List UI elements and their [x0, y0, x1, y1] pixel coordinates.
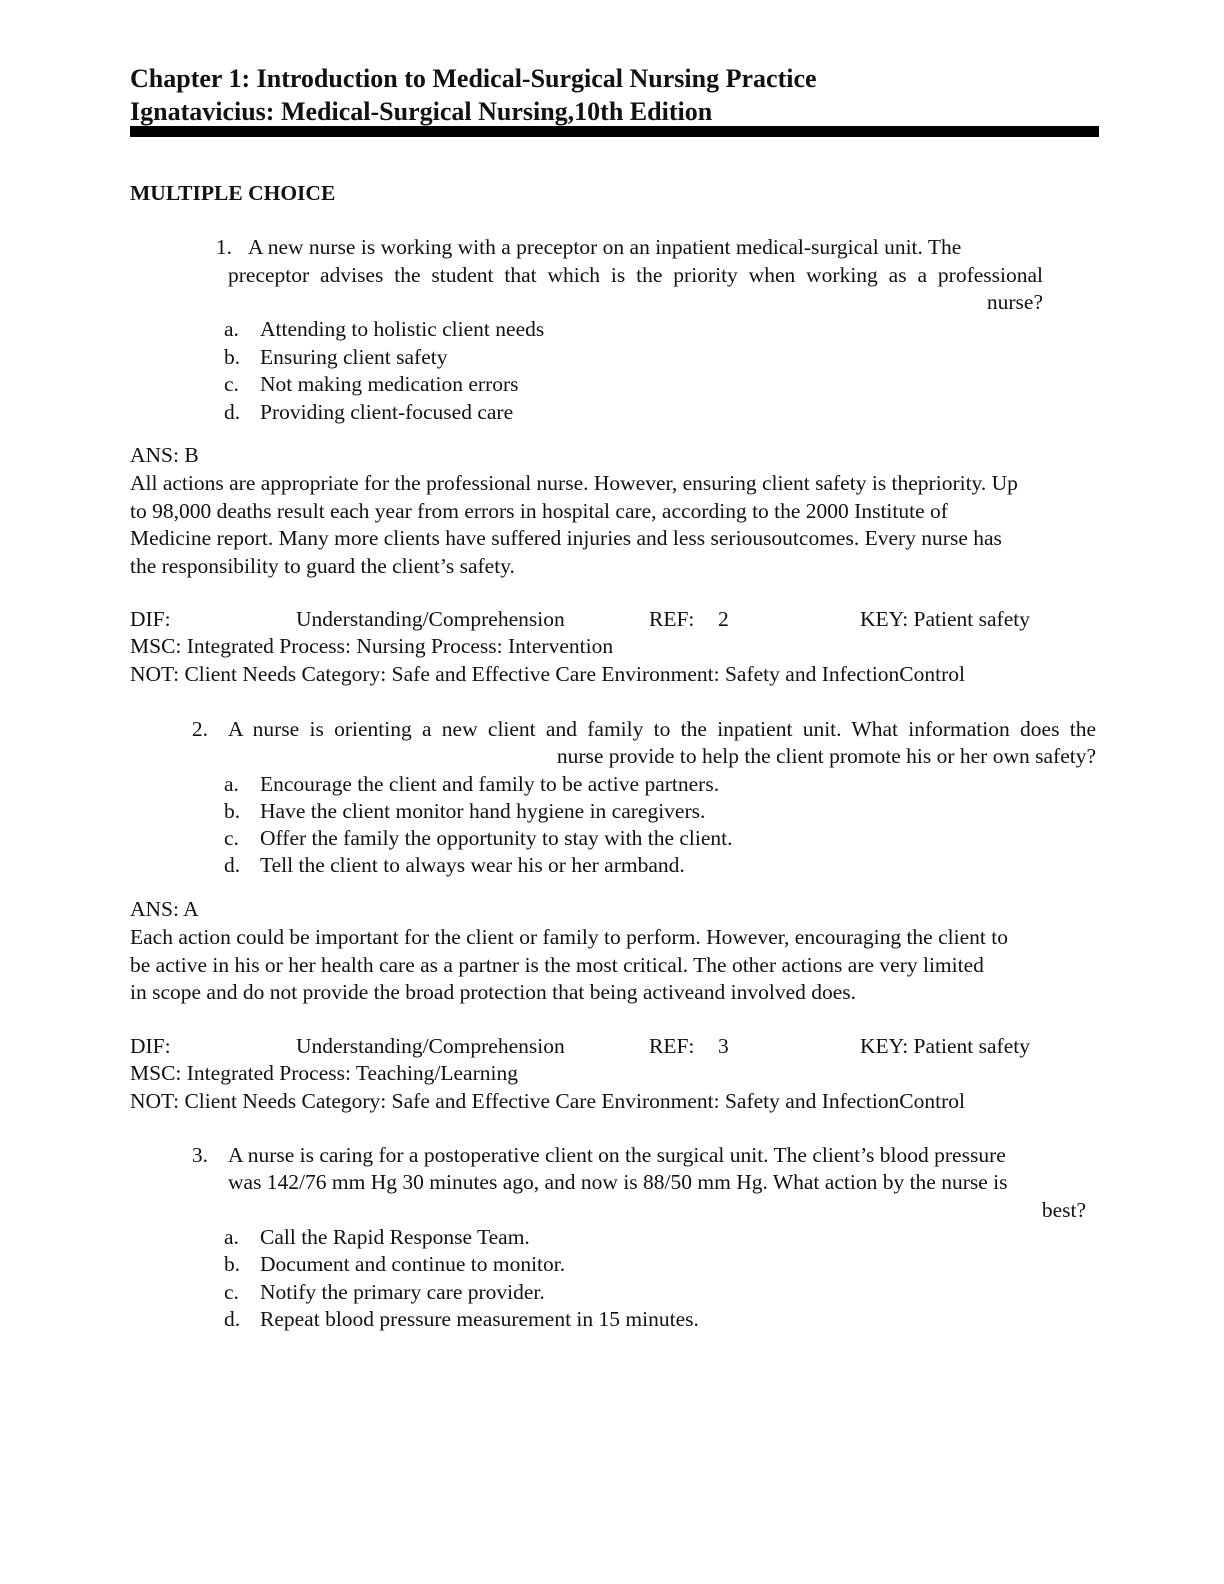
- rationale-line: in scope and do not provide the broad protection that being activeand involved does.: [130, 980, 857, 1004]
- rationale-line: the responsibility to guard the client’s safety.: [130, 553, 515, 578]
- option-text: Ensuring client safety: [260, 345, 448, 369]
- option-letter: b.: [224, 799, 241, 823]
- option-text: Attending to holistic client needs: [260, 317, 545, 341]
- book-title: Ignatavicius: Medical-Surgical Nursing,10th Edition: [130, 97, 713, 126]
- question-number: 3.: [191, 1143, 208, 1167]
- option-letter: c.: [224, 826, 239, 850]
- msc-field: MSC: Integrated Process: Teaching/Learning: [130, 1061, 518, 1085]
- question-stem-line: best?: [1041, 1198, 1086, 1222]
- ref-value: 2: [718, 607, 729, 631]
- dif-label: DIF:: [130, 607, 171, 631]
- section-title: MULTIPLE CHOICE: [130, 181, 336, 205]
- option-text: Repeat blood pressure measurement in 15 minutes.: [260, 1307, 699, 1331]
- option-text: Tell the client to always wear his or her armband.: [260, 853, 685, 877]
- option-letter: b.: [224, 1252, 241, 1276]
- rationale-line: Each action could be important for the client or family to perform. However, encouraging the client to: [130, 925, 1008, 949]
- ref-value: 3: [718, 1034, 729, 1058]
- rationale-line: Medicine report. Many more clients have suffered injuries and less seriousoutcomes. Every nurse has: [130, 526, 1002, 550]
- question-stem-line: was 142/76 mm Hg 30 minutes ago, and now is 88/50 mm Hg. What action by the nurse is: [228, 1170, 1008, 1194]
- option-letter: d.: [224, 1307, 241, 1331]
- option-letter: c.: [224, 1280, 239, 1304]
- question-stem-line: preceptor advises the student that which is the priority when working as a professional: [228, 263, 1043, 287]
- question-stem-line: A nurse is orienting a new client and family to the inpatient unit. What information does the: [228, 717, 1096, 741]
- question-stem-line: nurse?: [986, 290, 1043, 314]
- question-stem-line: A new nurse is working with a preceptor on an inpatient medical-surgical unit. The: [248, 235, 962, 259]
- msc-field: MSC: Integrated Process: Nursing Process: Intervention: [130, 634, 614, 658]
- option-letter: d.: [224, 400, 241, 424]
- rationale-line: be active in his or her health care as a partner is the most critical. The other actions are very limited: [130, 952, 984, 977]
- option-letter: a.: [224, 1225, 239, 1249]
- question-number: 2.: [191, 717, 208, 741]
- option-letter: b.: [224, 345, 241, 369]
- not-field: NOT: Client Needs Category: Safe and Effective Care Environment: Safety and InfectionControl: [130, 1089, 965, 1113]
- rationale-line: to 98,000 deaths result each year from errors in hospital care, according to the 2000 Institute of: [130, 498, 948, 523]
- option-letter: c.: [224, 372, 239, 396]
- dif-value: Understanding/Comprehension: [296, 1034, 565, 1058]
- option-text: Document and continue to monitor.: [260, 1252, 566, 1276]
- option-letter: a.: [224, 317, 239, 341]
- key-field: KEY: Patient safety: [860, 607, 1030, 631]
- option-text: Have the client monitor hand hygiene in caregivers.: [260, 799, 706, 823]
- option-letter: d.: [224, 853, 241, 877]
- chapter-title: Chapter 1: Introduction to Medical-Surgical Nursing Practice: [130, 64, 817, 93]
- option-text: Providing client-focused care: [260, 400, 514, 424]
- option-letter: a.: [224, 772, 239, 796]
- key-field: KEY: Patient safety: [860, 1034, 1030, 1058]
- rationale: [130, 924, 1108, 1007]
- rationale: [130, 470, 1108, 580]
- header-divider: [130, 126, 1099, 137]
- question-number: 1.: [215, 235, 232, 259]
- option-text: Notify the primary care provider.: [260, 1280, 545, 1304]
- answer-label: ANS: B: [130, 443, 199, 467]
- option-text: Call the Rapid Response Team.: [260, 1225, 530, 1249]
- option-text: Encourage the client and family to be active partners.: [260, 772, 720, 796]
- answer-label: ANS: A: [130, 897, 199, 921]
- question-stem-line: nurse provide to help the client promote his or her own safety?: [556, 744, 1096, 768]
- option-text: Offer the family the opportunity to stay with the client.: [260, 826, 733, 850]
- not-field: NOT: Client Needs Category: Safe and Effective Care Environment: Safety and InfectionControl: [130, 662, 965, 686]
- rationale-line: All actions are appropriate for the professional nurse. However, ensuring client safety is thepriority. Up: [130, 471, 1018, 495]
- ref-label: REF:: [649, 607, 695, 631]
- dif-value: Understanding/Comprehension: [296, 607, 565, 631]
- option-text: Not making medication errors: [260, 372, 519, 396]
- dif-label: DIF:: [130, 1034, 171, 1058]
- question-stem-line: A nurse is caring for a postoperative client on the surgical unit. The client’s blood pressure: [228, 1143, 1006, 1167]
- ref-label: REF:: [649, 1034, 695, 1058]
